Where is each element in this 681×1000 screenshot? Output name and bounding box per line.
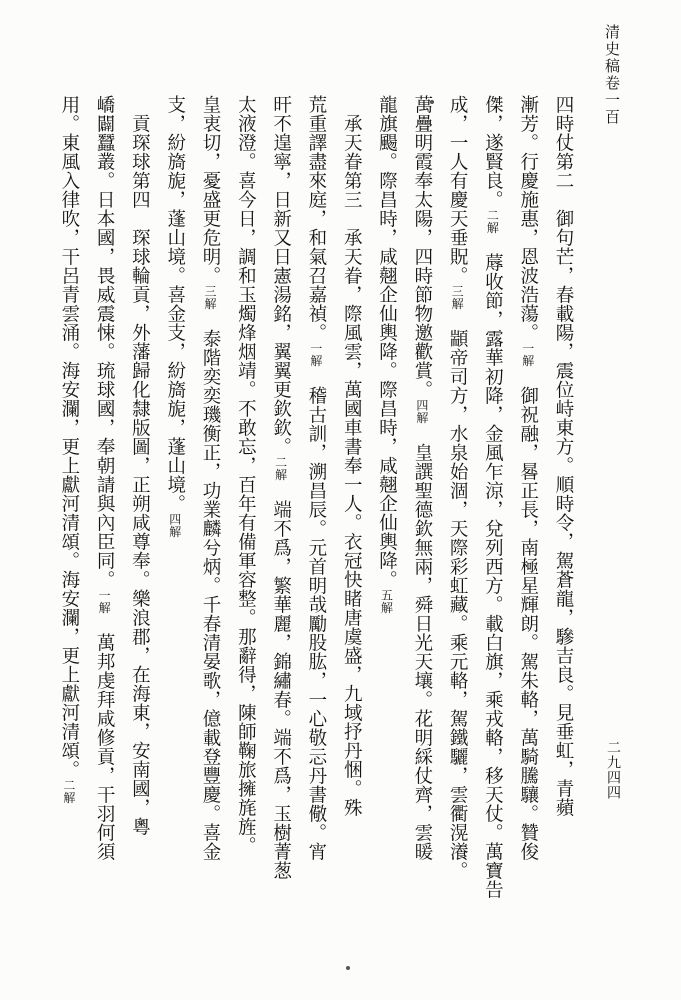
section-marker: 三解 [450,285,465,310]
verse-text: 蓐收節，露華初降，金風乍涼，兌列西方。載白旗，乘戎輅，移天仗。萬寶告 [482,234,504,899]
section-marker: 二解 [273,456,288,481]
section-marker: 四解 [167,513,182,538]
verse-text: 承天眷第三 承天眷，際風雲，萬國車書奉一人。衣冠快睹唐虞盛，九域抒丹悃。殊 [341,114,363,817]
verse-text: 荒重譯盡來庭，和氣召嘉禎。 [305,95,327,342]
verse-text: 用。東風入律吹，干呂青雲涌。海安瀾，更上獻河清頌。海安瀾，更上獻河清頌。 [58,95,80,779]
book-title-header: 清史稿卷一百 [603,24,621,126]
verse-text: 顓帝司方，水泉始涸，天際彩虹藏。乘元輅，駕鐵驪，雲衢滉瀁。 [447,310,469,880]
text-column [56,95,82,804]
section-marker: 二解 [61,779,76,804]
section-marker: 一解 [520,342,535,367]
verse-text: 皇衷切，憂盛更危明。 [200,95,221,285]
text-column [232,95,258,855]
verse-text: 稽古訓，溯昌辰。元首明哉勵股肱，一心敬忈丹書儆。宵 [305,367,327,861]
text-column [550,95,576,817]
verse-text: 泰階奕奕璣衡正，功業麟兮炳。千春清晏歌，億載登豐慶。喜金 [200,310,221,861]
verse-text: 皇譔聖德欽無兩，舜日光天壤。花明綵仗齊，雲暖 [411,424,433,861]
section-marker: 三解 [203,285,217,310]
verse-text: 漸芳。行慶施惠，恩波浩蕩。 [517,95,539,342]
section-marker: 五解 [379,589,394,614]
verse-text: 旰不遑寧，日新又日憲湯銘，翼翼更欽欽。 [270,95,292,456]
text-column [515,95,541,861]
text-column [126,95,152,836]
verse-text: 傑，遂賢良。 [482,95,504,209]
text-column [374,95,400,614]
section-marker: 二解 [485,209,500,234]
verse-text: 端不爲，繁華麗，錦繡春。端不爲，玉樹菁葱 [270,481,292,880]
section-marker: 一解 [308,342,323,367]
text-column [162,95,188,538]
text-column [409,95,435,861]
page-number: 二九四四 [605,740,621,800]
text-column [197,95,223,861]
section-marker: 一解 [97,589,112,614]
text-column [303,95,329,861]
text-column [479,95,505,899]
verse-text: 萬邦虔拜咸修貢，干羽何須 [94,614,116,861]
section-marker: 四解 [414,399,429,424]
verse-text: 龍旗颺。際昌時，咸翹企仙輿降。際昌時，咸翹企仙輿降。 [376,95,398,589]
verse-text: 嶠闢蠶叢。日本國，畏威震悚。琉球國，奉朝請與內臣同。 [94,95,116,589]
verse-text: 萬疊明霞奉太陽，四時節物邀歡賞。 [411,95,433,399]
verse-text: 御祝融，晷正長，南極星輝朗。駕朱輅，萬騎騰驤。贊俊 [517,367,539,861]
main-text-columns [46,95,576,975]
text-column [268,95,294,880]
text-column [338,95,364,817]
text-column [91,95,117,861]
text-column [444,95,470,880]
verse-text: 成，一人有慶天垂貺。 [447,95,469,285]
verse-text: 太液澄。喜今日，調和玉燭烽烟靖。不敢忘，百年有備軍容整。那辭得，陳師鞠旅擁旄旌。 [235,95,257,855]
verse-text: 支，紛旖旎，蓬山境。喜金支，紛旖旎，蓬山境。 [164,95,186,513]
verse-text: 貢琛球第四 琛球輪貢，外藩歸化隸版圖，正朔咸尊奉。樂浪郡，在海東，安南國，粵 [129,114,151,836]
verse-text: 四時仗第二 御句芒，春載陽，震位峙東方。順時令，駕蒼龍，驂吉良。見垂虹，青蘋 [553,95,574,817]
